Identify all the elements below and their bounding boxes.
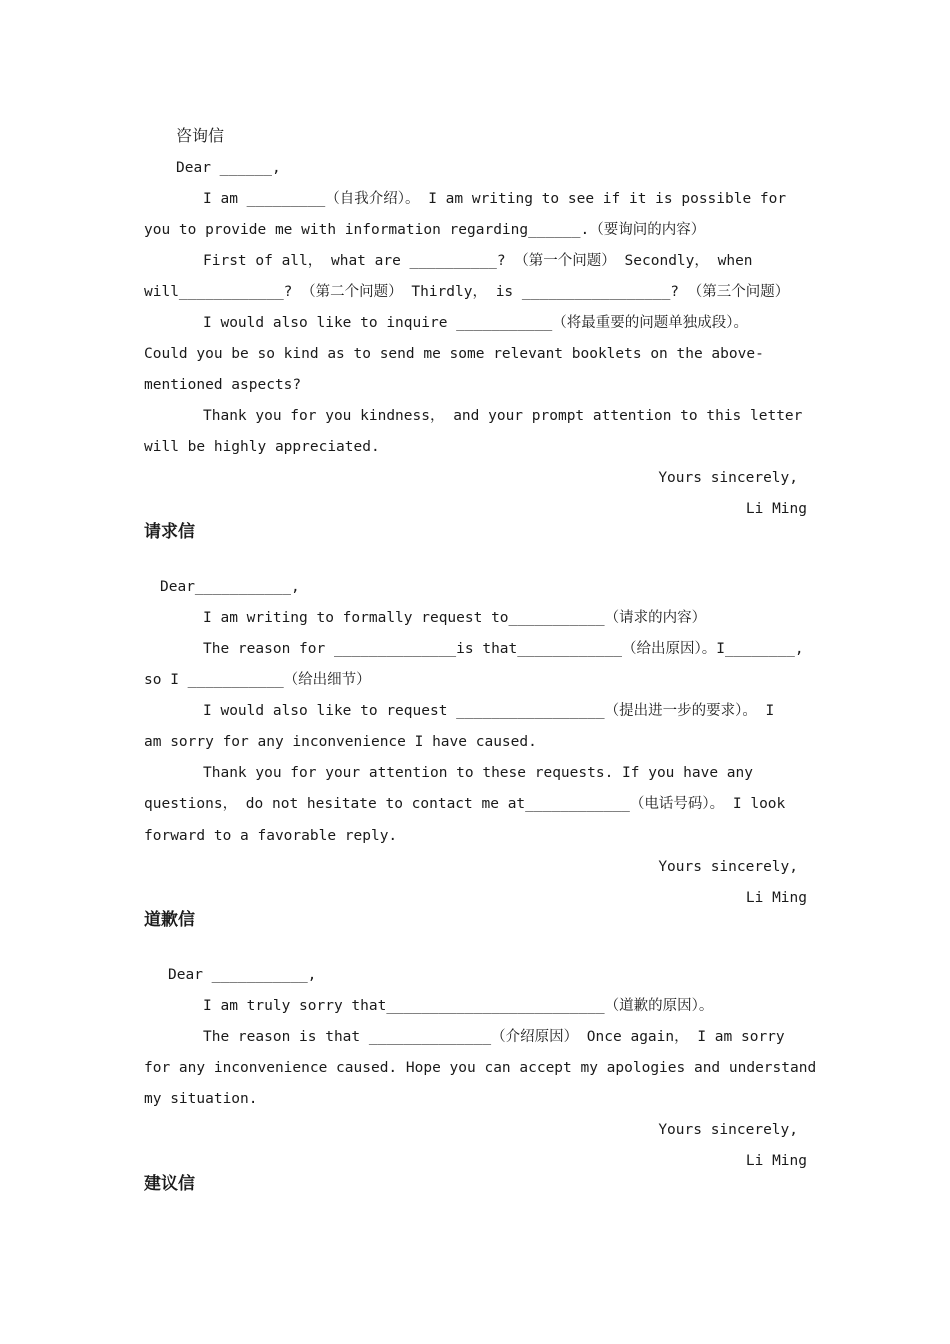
request-line: forward to a favorable reply. — [144, 828, 398, 844]
request-line: questions， do not hesitate to contact me at____________（电话号码）。 I look — [144, 796, 786, 812]
request-line: Thank you for your attention to these requests. If you have any — [203, 765, 753, 781]
request-line: I would also like to request _________________（提出进一步的要求）。 I — [203, 703, 775, 719]
inquiry-salutation: Dear ______, — [176, 160, 281, 176]
inquiry-line: Thank you for you kindness， and your prompt attention to this letter — [203, 408, 803, 424]
apology-letter-title: 道歉信 — [144, 910, 195, 930]
inquiry-line: First of all， what are __________? （第一个问题） Secondly， when — [203, 253, 753, 269]
apology-line: for any inconvenience caused. Hope you can accept my apologies and understand — [144, 1060, 817, 1076]
request-signature: Li Ming — [745, 890, 807, 906]
apology-line: I am truly sorry that_________________________（道歉的原因）。 — [203, 998, 714, 1014]
request-line: am sorry for any inconvenience I have caused. — [144, 734, 537, 750]
apology-closing: Yours sincerely, — [658, 1122, 798, 1138]
apology-salutation: Dear ___________, — [168, 967, 317, 983]
apology-line: my situation. — [144, 1091, 258, 1107]
request-line: so I ___________（给出细节） — [144, 672, 371, 688]
inquiry-signature: Li Ming — [745, 501, 807, 517]
inquiry-line: mentioned aspects? — [144, 377, 302, 393]
request-letter-title: 请求信 — [144, 522, 195, 542]
request-line: The reason for ______________is that____________（给出原因）。I________, — [203, 641, 804, 657]
inquiry-line: will be highly appreciated. — [144, 439, 380, 455]
inquiry-line: I would also like to inquire ___________（将最重要的问题单独成段）。 — [203, 315, 748, 331]
inquiry-line: will____________? （第二个问题） Thirdly， is _________________? （第三个问题） — [144, 284, 790, 300]
advice-letter-title: 建议信 — [144, 1174, 195, 1194]
request-line: I am writing to formally request to___________（请求的内容） — [203, 610, 707, 626]
inquiry-letter-title: 咨询信 — [176, 126, 225, 145]
request-closing: Yours sincerely, — [658, 859, 798, 875]
apology-signature: Li Ming — [745, 1153, 807, 1169]
request-salutation: Dear___________, — [160, 579, 300, 595]
inquiry-line: you to provide me with information regarding______.（要询问的内容） — [144, 222, 706, 238]
inquiry-closing: Yours sincerely, — [658, 470, 798, 486]
inquiry-line: Could you be so kind as to send me some relevant booklets on the above- — [144, 346, 764, 362]
inquiry-line: I am _________（自我介绍）。 I am writing to see if it is possible for — [203, 191, 787, 207]
apology-line: The reason is that ______________（介绍原因） Once again， I am sorry — [203, 1029, 785, 1045]
